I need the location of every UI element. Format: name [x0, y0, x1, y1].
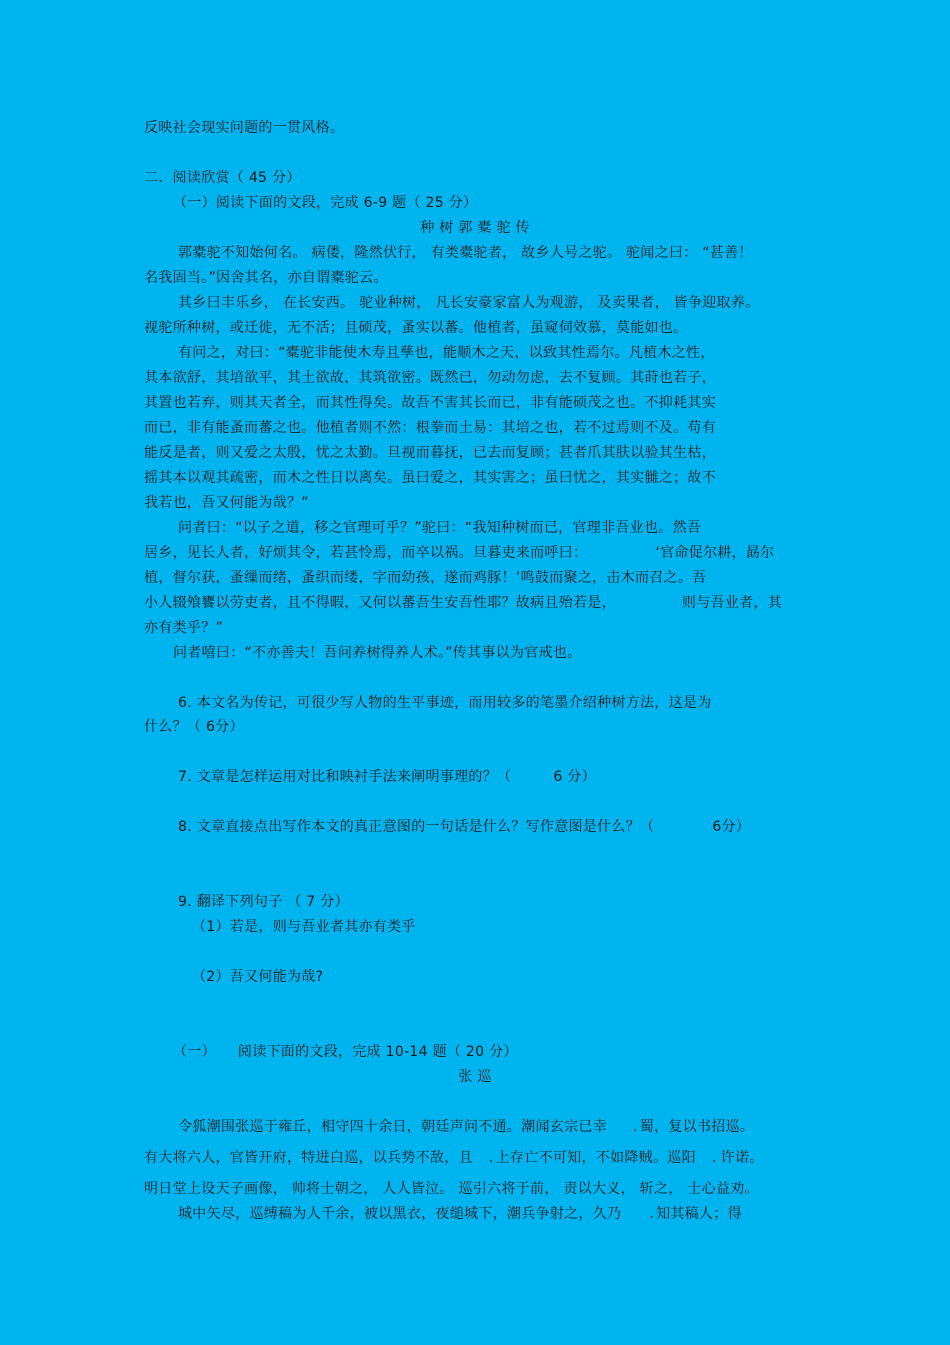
text-line: 亦有类乎？”: [144, 620, 224, 636]
text-segment: 7. 文章是怎样运用对比和映衬手法来阐明事理的？（: [178, 769, 512, 785]
text-line: 有问之，对曰：“橐驼非能使木寿且孳也，能顺木之天，以致其性焉尔。凡植木之性，: [178, 345, 715, 361]
passage-title: 张 巡: [458, 1069, 492, 1085]
text-line: [178, 1117, 848, 1137]
sub-heading: （一）阅读下面的文段，完成 6-9 题（ 25 分）: [173, 195, 478, 211]
text-segment: 6分）: [712, 819, 751, 835]
emphasis-dot: .: [649, 1206, 655, 1222]
text-line: 而已，非有能蚤而蕃之也。他植者则不然：根拳而土易：其培之也，若不过焉则不及。苟有: [144, 420, 716, 436]
text-line: 问者嘻曰：“不亦善夫！吾问养树得养人术。”传其事以为官戒也。: [173, 645, 582, 661]
text-line: 我若也，吾又何能为哉？”: [144, 495, 309, 511]
text-segment: 有大将六人，官皆开府，特进白巡，以兵势不敌，且: [144, 1150, 473, 1166]
text-line: [144, 1148, 814, 1168]
text-segment: 小人辍飧饔以劳吏者，且不得暇，又何以蕃吾生安吾性耶？故病且殆若是，: [144, 595, 616, 611]
section-heading: 二．阅读欣赏（ 45 分）: [144, 170, 301, 186]
question-6-cont: 什么？（ 6分）: [144, 719, 244, 735]
text-segment: 蜀，复以书招巡。: [639, 1119, 755, 1135]
text-segment: 令狐潮围张巡于雍丘，相守四十余日，朝廷声问不通。潮闻玄宗已幸: [178, 1119, 607, 1135]
text-segment: 居乡，见长人者，好烦其令，若甚怜焉，而卒以祸。旦暮吏来而呼曰：: [144, 545, 588, 561]
text-line: [144, 593, 814, 613]
text-line: 视驼所种树，或迁徙，无不活；且硕茂，蚤实以蕃。他植者，虽窥伺效慕，莫能如也。: [144, 320, 688, 336]
text-line: 明日堂上设天子画像， 帅将士朝之， 人人皆泣。 巡引六将于前， 责以大义， 斩之， 士心益劝。: [144, 1181, 759, 1197]
text-segment: 则与吾业者，其: [681, 595, 783, 611]
text-segment: 8. 文章直接点出写作本文的真正意图的一句话是什么？写作意图是什么？（: [178, 819, 655, 835]
text-line: 植，督尔获，蚤缫而绪，蚤织而缕，字而幼孩，遂而鸡豚！’鸣鼓而聚之，击木而召之。吾: [144, 570, 707, 586]
text-line: 其置也若弃，则其天者全，而其性得矣。故吾不害其长而已，非有能硕茂之也。不抑耗其实: [144, 395, 716, 411]
question-9-1: （1）若是，则与吾业者其亦有类乎: [192, 919, 416, 935]
text-line: 反映社会现实问题的一贯风格。: [144, 120, 345, 136]
question-9-2: （2）吾又何能为哉?: [192, 969, 324, 985]
text-segment: 6 分）: [553, 769, 596, 785]
question-6: 6. 本文名为传记，可很少写人物的生平事迹，而用较多的笔墨介绍种树方法，这是为: [178, 695, 712, 711]
text-segment: ‘官命促尔耕，勗尔: [655, 545, 775, 561]
question-7: [178, 767, 848, 787]
question-8: [178, 817, 848, 837]
text-segment: 上存亡不可知，不如降贼。巡阳: [495, 1150, 696, 1166]
text-segment: 许诺。: [720, 1150, 764, 1166]
emphasis-dot: .: [711, 1150, 717, 1166]
text-segment: 阅读下面的文段，完成 10-14 题（ 20 分）: [237, 1044, 518, 1060]
text-line: 能反是者，则又爱之太殷，忧之太勤。旦视而暮抚，已去而复顾；甚者爪其肤以验其生枯，: [144, 445, 716, 461]
text-line: 摇其本以观其疏密，而木之性日以离矣。虽曰爱之，其实害之；虽曰忧之，其实雠之；故不: [144, 470, 716, 486]
text-line: 其本欲舒，其培欲平，其土欲故，其筑欲密。既然已，勿动勿虑，去不复顾。其莳也若子，: [144, 370, 716, 386]
emphasis-dot: .: [633, 1119, 638, 1135]
text-segment: 知其稿人；得: [656, 1206, 742, 1222]
text-segment: 城中矢尽，巡缚稿为人千余，被以黑衣，夜缒城下，潮兵争射之，久乃: [178, 1206, 622, 1222]
text-line: 其乡曰丰乐乡， 在长安西。 驼业种树， 凡长安豪家富人为观游， 及卖果者， 皆争迎取养。: [178, 295, 760, 311]
emphasis-dot: .: [488, 1150, 494, 1166]
text-line: 名我固当。”因舍其名，亦自谓橐驼云。: [144, 270, 388, 286]
text-line: 问者曰：“以子之道，移之官理可乎？”驼曰：“我知种树而已，官理非吾业也。然吾: [178, 520, 702, 536]
passage-title: 种 树 郭 橐 驼 传: [420, 220, 530, 236]
text-line: [178, 1204, 848, 1224]
text-line: [144, 543, 814, 563]
text-line: 郭橐驼不知始何名。 病偻，隆然伏行， 有类橐驼者， 故乡人号之驼。 驼闻之曰： “甚善！: [178, 245, 753, 261]
text-segment: （一）: [173, 1044, 216, 1060]
sub-heading: [173, 1042, 843, 1062]
question-9: 9. 翻译下列句子 （ 7 分）: [178, 894, 349, 910]
